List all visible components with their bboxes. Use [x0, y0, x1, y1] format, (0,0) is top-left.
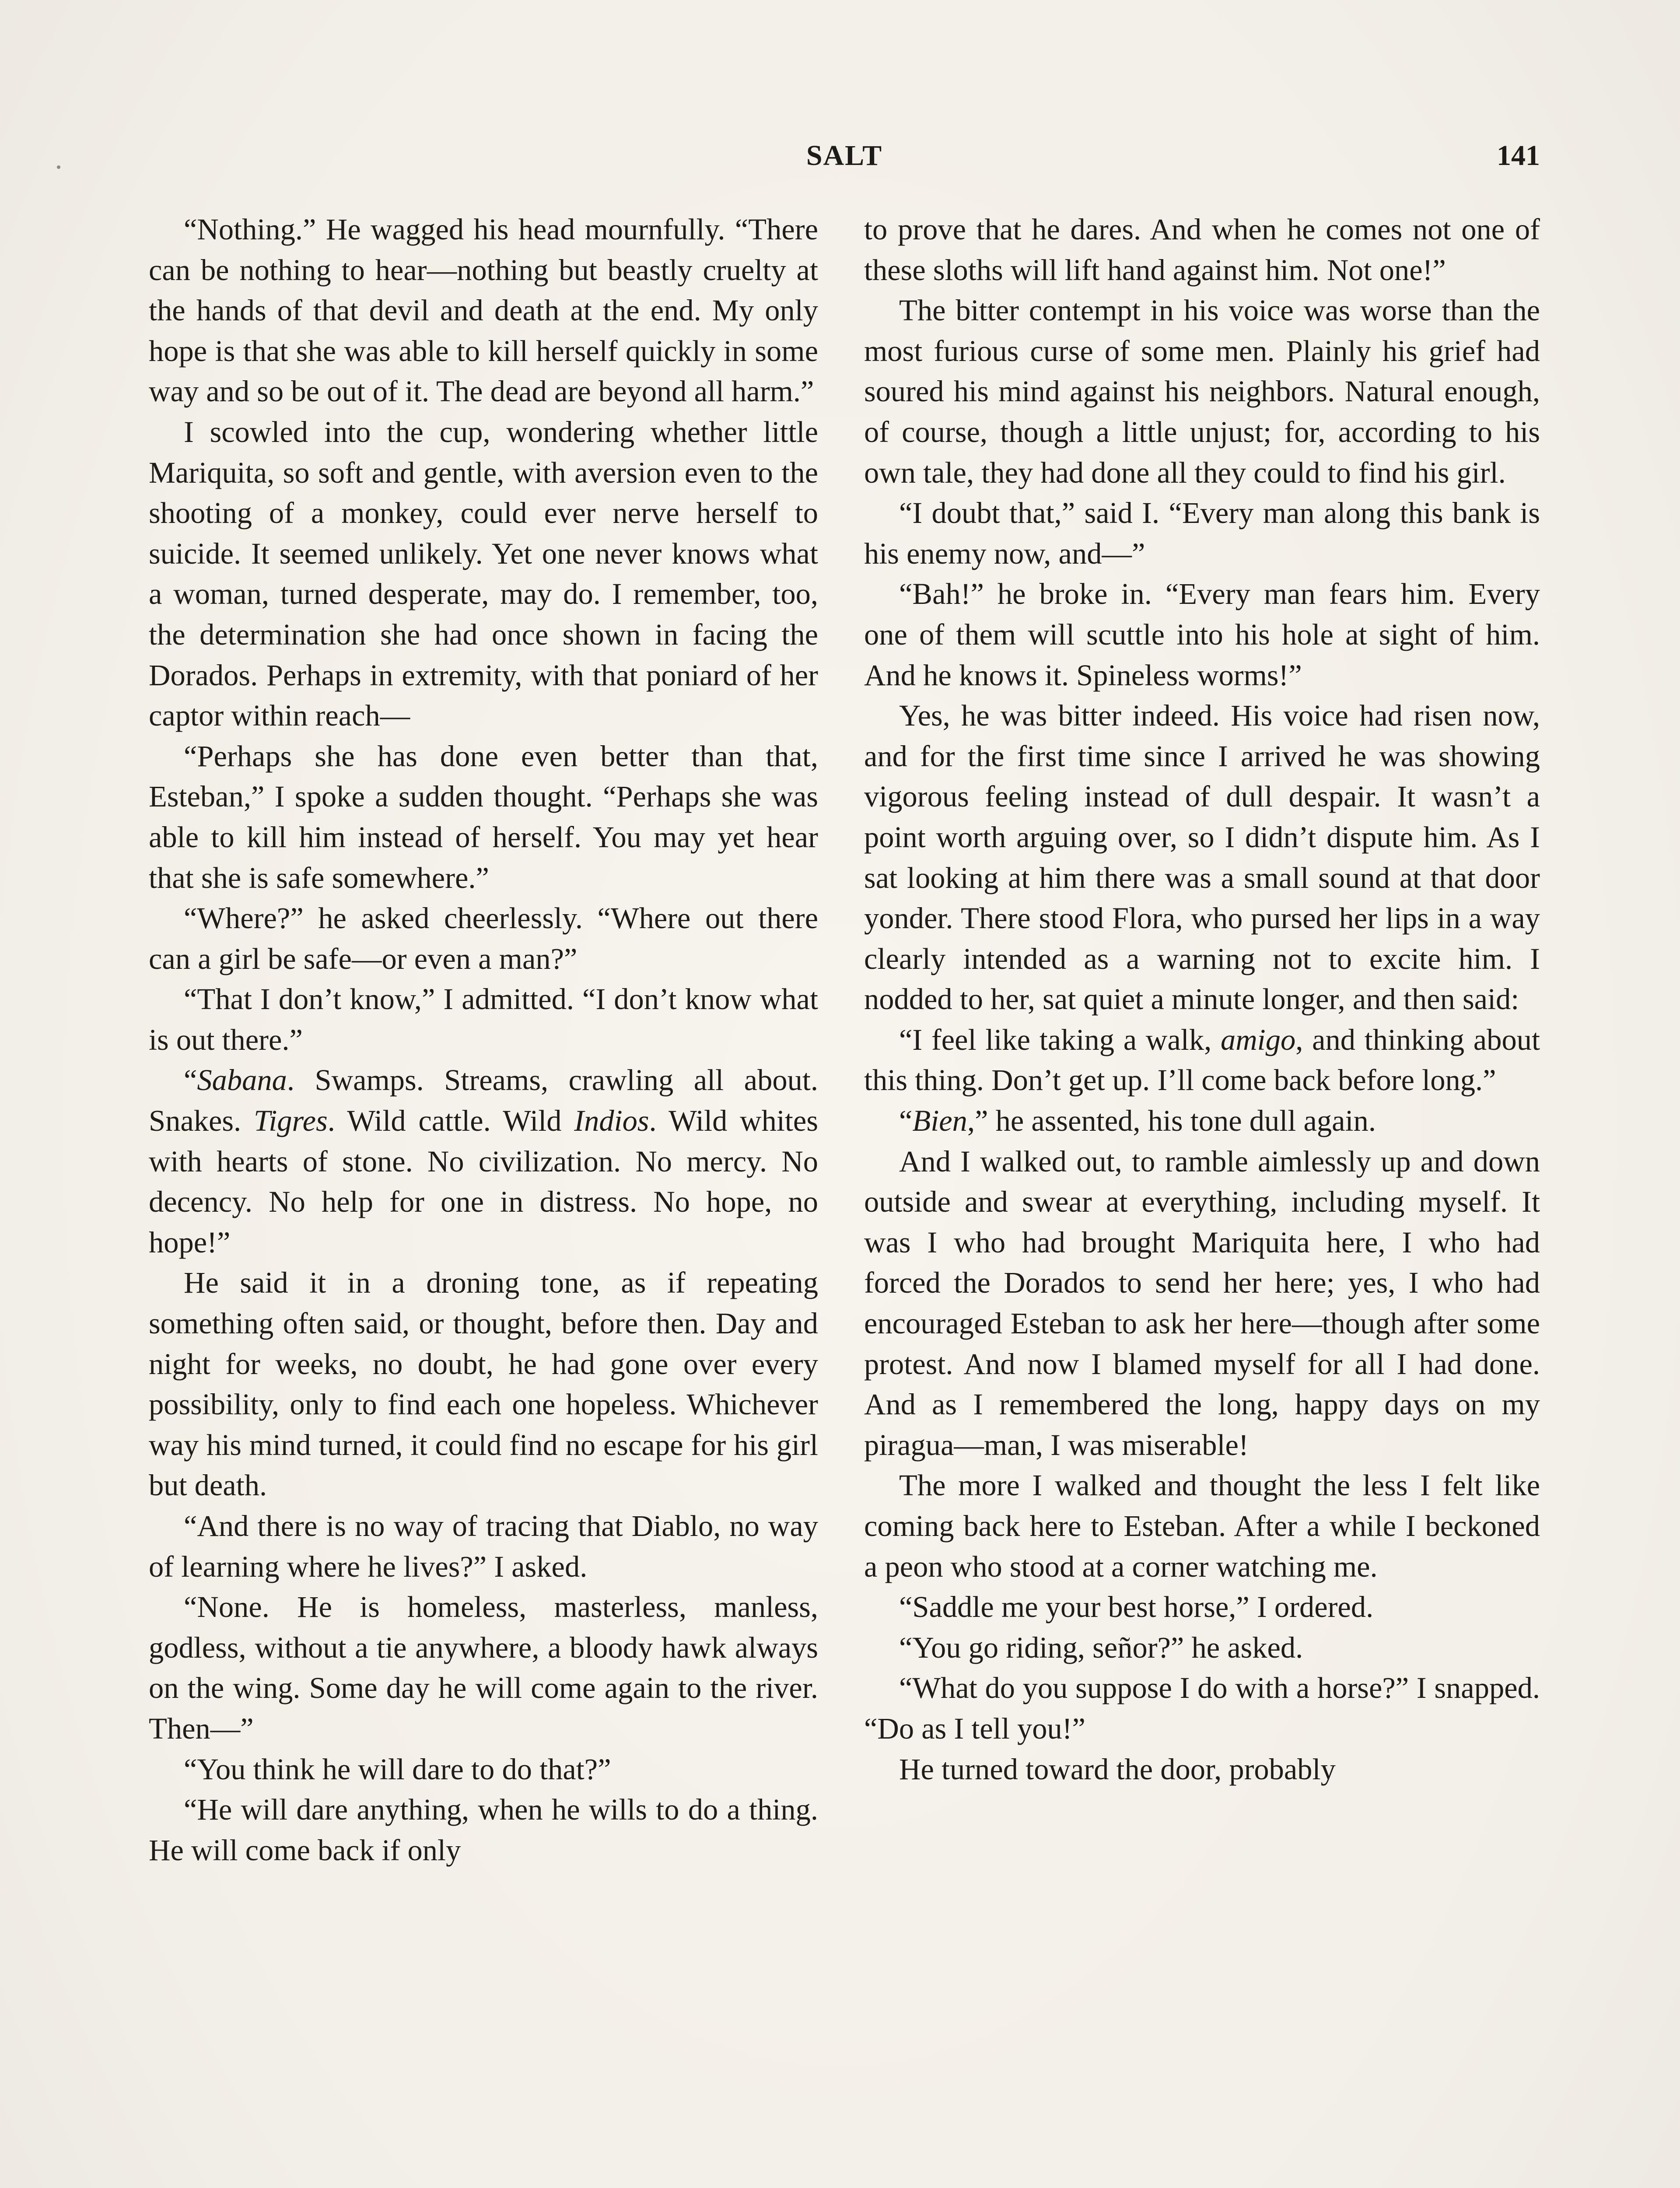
- italic-word: amigo: [1220, 1023, 1296, 1056]
- paragraph: [149, 1060, 818, 1262]
- paragraph: to prove that he dares. And when he comes not one of these sloths will lift hand against him. Not one!”: [864, 213, 1540, 287]
- paragraph: He turned toward the door, probably: [899, 1752, 1336, 1786]
- text-run: “: [184, 1063, 197, 1097]
- paragraph: “Nothing.” He wagged his head mournfully. “There can be nothing to hear—nothing but beastly cruelty at the hands of that devil and death at the end. My only hope is that she was able to kill herself quickly in some way and so be out of it. The dead are beyond all harm.”: [149, 213, 818, 408]
- text-run: . Wild whites with hearts of stone. No civilization. No mercy. No decency. No help for one in distress. No hope, no hope!”: [149, 1104, 818, 1259]
- paragraph: “He will dare anything, when he wills to do a thing. He will come back if only: [149, 1793, 818, 1867]
- paragraph: He said it in a droning tone, as if repeating something often said, or thought, before then. Day and night for weeks, no doubt, he had gone over every possibility, only to find each one hopeless. Whichever way his mind turned, it could find no escape for his girl but death.: [149, 1266, 818, 1502]
- page-speck: [57, 165, 60, 169]
- paragraph: And I walked out, to ramble aimlessly up and down outside and swear at everything, including myself. It was I who had brought Mariquita here, I who had forced the Dorados to send her here; yes, I who had encouraged Esteban to ask her here—though after some protest. And now I blamed myself for all I had done. And as I remembered the long, happy days on my piragua—man, I was miserable!: [864, 1144, 1540, 1462]
- text-run: “I feel like taking a walk,: [899, 1023, 1221, 1056]
- paragraph: “Bah!” he broke in. “Every man fears him. Every one of them will scuttle into his hole at sight of him. And he knows it. Spineless worms!”: [864, 577, 1540, 692]
- italic-word: Indios: [574, 1104, 649, 1138]
- italic-word: Bien: [912, 1104, 967, 1138]
- left-column: [149, 209, 818, 1870]
- italic-word: Sabana: [197, 1063, 287, 1097]
- paragraph: “You go riding, señor?” he asked.: [899, 1630, 1303, 1664]
- right-column: [864, 209, 1540, 1789]
- paragraph: The more I walked and thought the less I felt like coming back here to Esteban. After a while I beckoned a peon who stood at a corner watching me.: [864, 1469, 1540, 1583]
- paragraph: The bitter contempt in his voice was worse than the most furious curse of some men. Plainly his grief had soured his mind against his neighbors. Natural enough, of course, though a little unjust; for, according to his own tale, they had done all they could to find his girl.: [864, 294, 1540, 489]
- italic-word: Tigres: [253, 1104, 328, 1138]
- running-title: SALT: [806, 140, 883, 172]
- paragraph: [864, 1020, 1540, 1101]
- page-header: [149, 139, 1540, 179]
- text-run: . Wild cattle. Wild: [327, 1104, 574, 1138]
- paragraph: “I doubt that,” said I. “Every man along this bank is his enemy now, and—”: [864, 496, 1540, 570]
- paragraph: I scowled into the cup, wondering whether little Mariquita, so soft and gentle, with aversion even to the shooting of a monkey, could ever nerve herself to suicide. It seemed unlikely. Yet one never knows what a woman, turned desperate, may do. I remember, too, the determination she had once shown in facing the Dorados. Perhaps in extremity, with that poniard of her captor within reach—: [149, 415, 818, 733]
- text-run: ,” he assented, his tone dull again.: [967, 1104, 1376, 1138]
- paragraph: Yes, he was bitter indeed. His voice had risen now, and for the first time since I arrived he was showing vigorous feeling instead of dull despair. It wasn’t a point worth arguing over, so I didn’t dispute him. As I sat looking at him there was a small sound at that door yonder. There stood Flora, who pursed her lips in a way clearly intended as a warning not to excite him. I nodded to her, sat quiet a minute longer, and then said:: [864, 699, 1540, 1016]
- paragraph: “And there is no way of tracing that Diablo, no way of learning where he lives?” I asked.: [149, 1509, 818, 1583]
- text-run: “: [899, 1104, 913, 1138]
- page-number: 141: [1497, 140, 1540, 172]
- paragraph: “None. He is homeless, masterless, manless, godless, without a tie anywhere, a bloody hawk always on the wing. Some day he will come again to the river. Then—”: [149, 1590, 818, 1745]
- paragraph: “Where?” he asked cheerlessly. “Where out there can a girl be safe—or even a man?”: [149, 901, 818, 975]
- paragraph: “Saddle me your best horse,” I ordered.: [899, 1590, 1374, 1624]
- paragraph: “Perhaps she has done even better than that, Esteban,” I spoke a sudden thought. “Perhaps she was able to kill him instead of herself. You may yet hear that she is safe somewhere.”: [149, 739, 818, 894]
- text-run: , and thinking about this thing. Don’t get up. I’ll come back before long.”: [864, 1023, 1540, 1097]
- paragraph: “What do you suppose I do with a horse?” I snapped. “Do as I tell you!”: [864, 1671, 1540, 1745]
- paragraph: [864, 1101, 1540, 1141]
- paragraph: “You think he will dare to do that?”: [184, 1752, 611, 1786]
- paragraph: “That I don’t know,” I admitted. “I don’t know what is out there.”: [149, 982, 818, 1056]
- text-run: . Swamps. Streams, crawling all about. Snakes.: [149, 1063, 818, 1138]
